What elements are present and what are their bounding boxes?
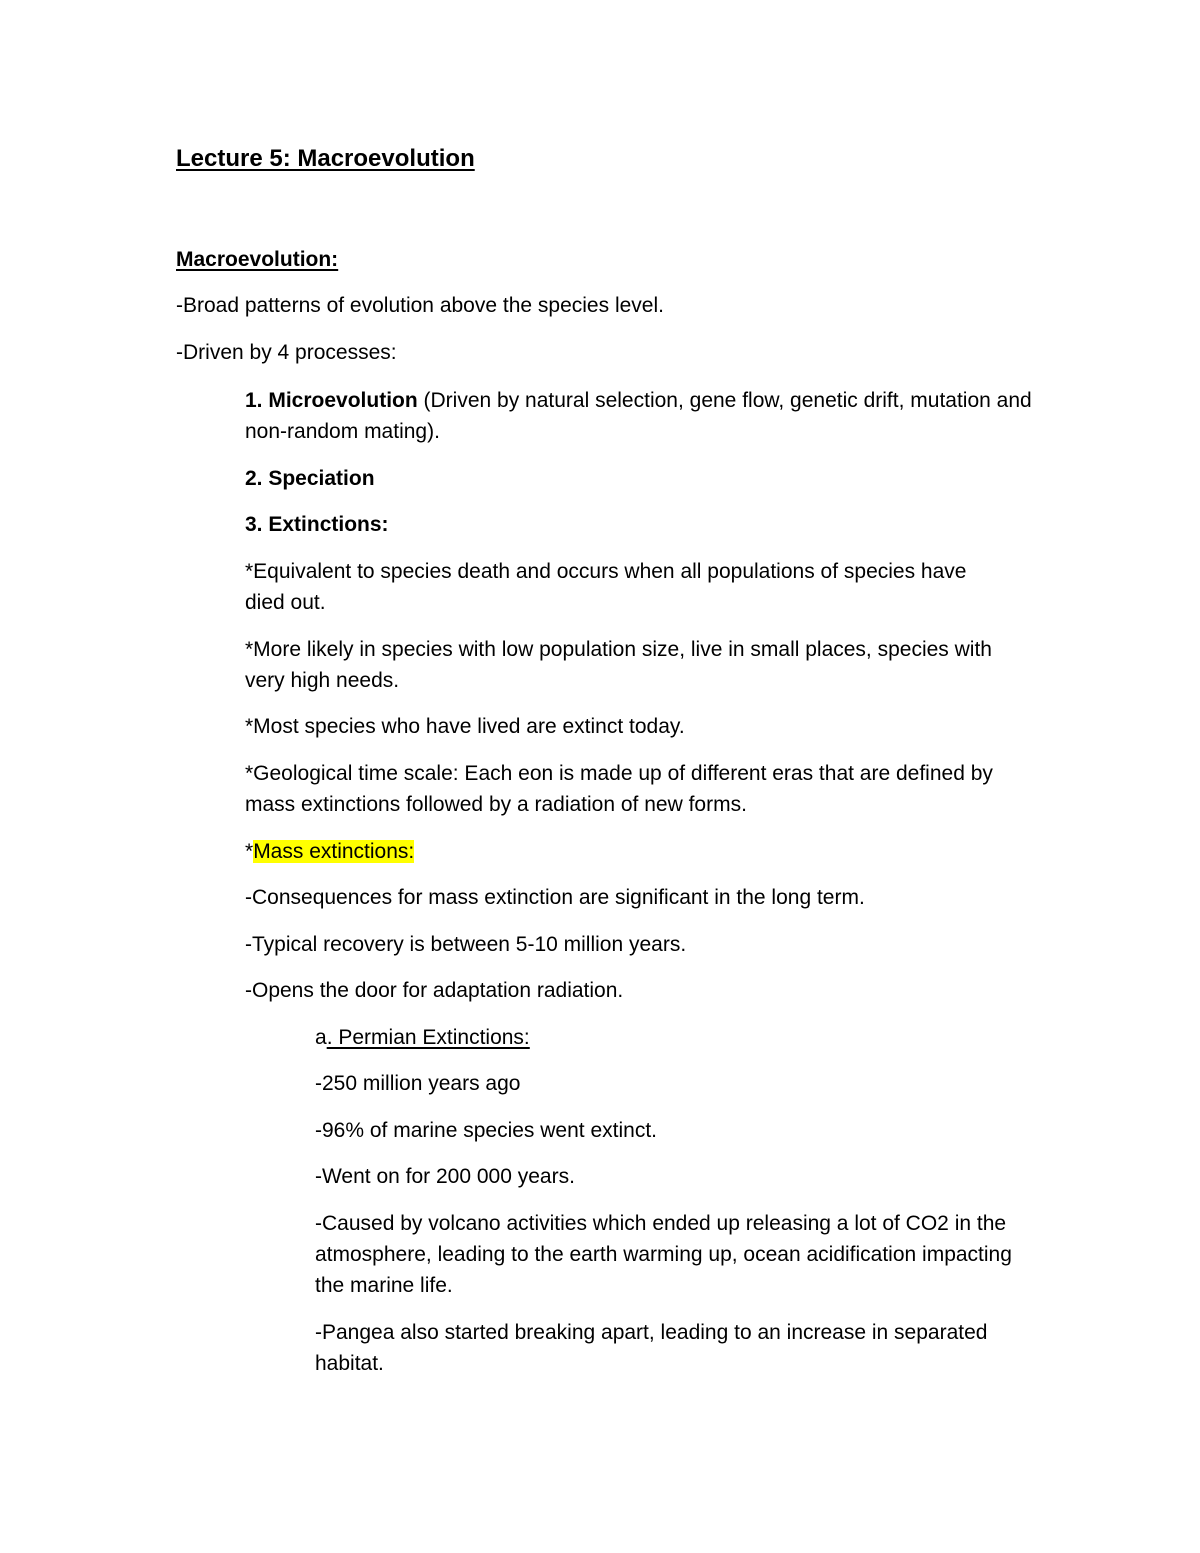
process-item: 2. Speciation [245,467,375,490]
permian-letter: a [315,1026,327,1049]
process-text: (Driven by natural selection, gene flow, genetic drift, mutation and non-random mating). [245,389,1032,443]
section-heading: Macroevolution: [176,248,339,271]
intro-line: -Broad patterns of evolution above the species level. [176,294,664,317]
permian-heading [315,1022,530,1053]
extinction-point: *Most species who have lived are extinct today. [245,715,685,738]
mass-extinction-point: -Typical recovery is between 5-10 million years. [245,933,687,956]
extinction-point: *More likely in species with low population size, live in small places, species with very high needs. [245,638,992,692]
intro-line: -Driven by 4 processes: [176,341,397,364]
permian-point: -Pangea also started breaking apart, leading to an increase in separated habitat. [315,1321,988,1375]
process-item: 3. Extinctions: [245,513,389,536]
extinction-point: *Equivalent to species death and occurs when all populations of species have died out. [245,560,967,614]
mass-extinctions-label: Mass extinctions: [253,840,415,863]
mass-extinctions-prefix: * [245,840,254,863]
permian-title: . Permian Extinctions: [326,1026,530,1049]
permian-point: -250 million years ago [315,1072,521,1095]
permian-point: -Caused by volcano activities which ended up releasing a lot of CO2 in the atmosphere, leading to the earth warming up, ocean acidification impacting the marine life. [315,1212,1012,1297]
mass-extinctions-heading [245,836,414,867]
permian-point: -96% of marine species went extinct. [315,1119,657,1142]
process-label: 1. Microevolution [245,389,418,412]
mass-extinction-point: -Opens the door for adaptation radiation. [245,979,624,1002]
page-title: Lecture 5: Macroevolution [176,145,475,172]
mass-extinction-point: -Consequences for mass extinction are significant in the long term. [245,886,865,909]
extinction-point: *Geological time scale: Each eon is made up of different eras that are defined by mass extinctions followed by a radiation of new forms. [245,762,993,816]
permian-point: -Went on for 200 000 years. [315,1165,575,1188]
process-item [245,385,1035,447]
